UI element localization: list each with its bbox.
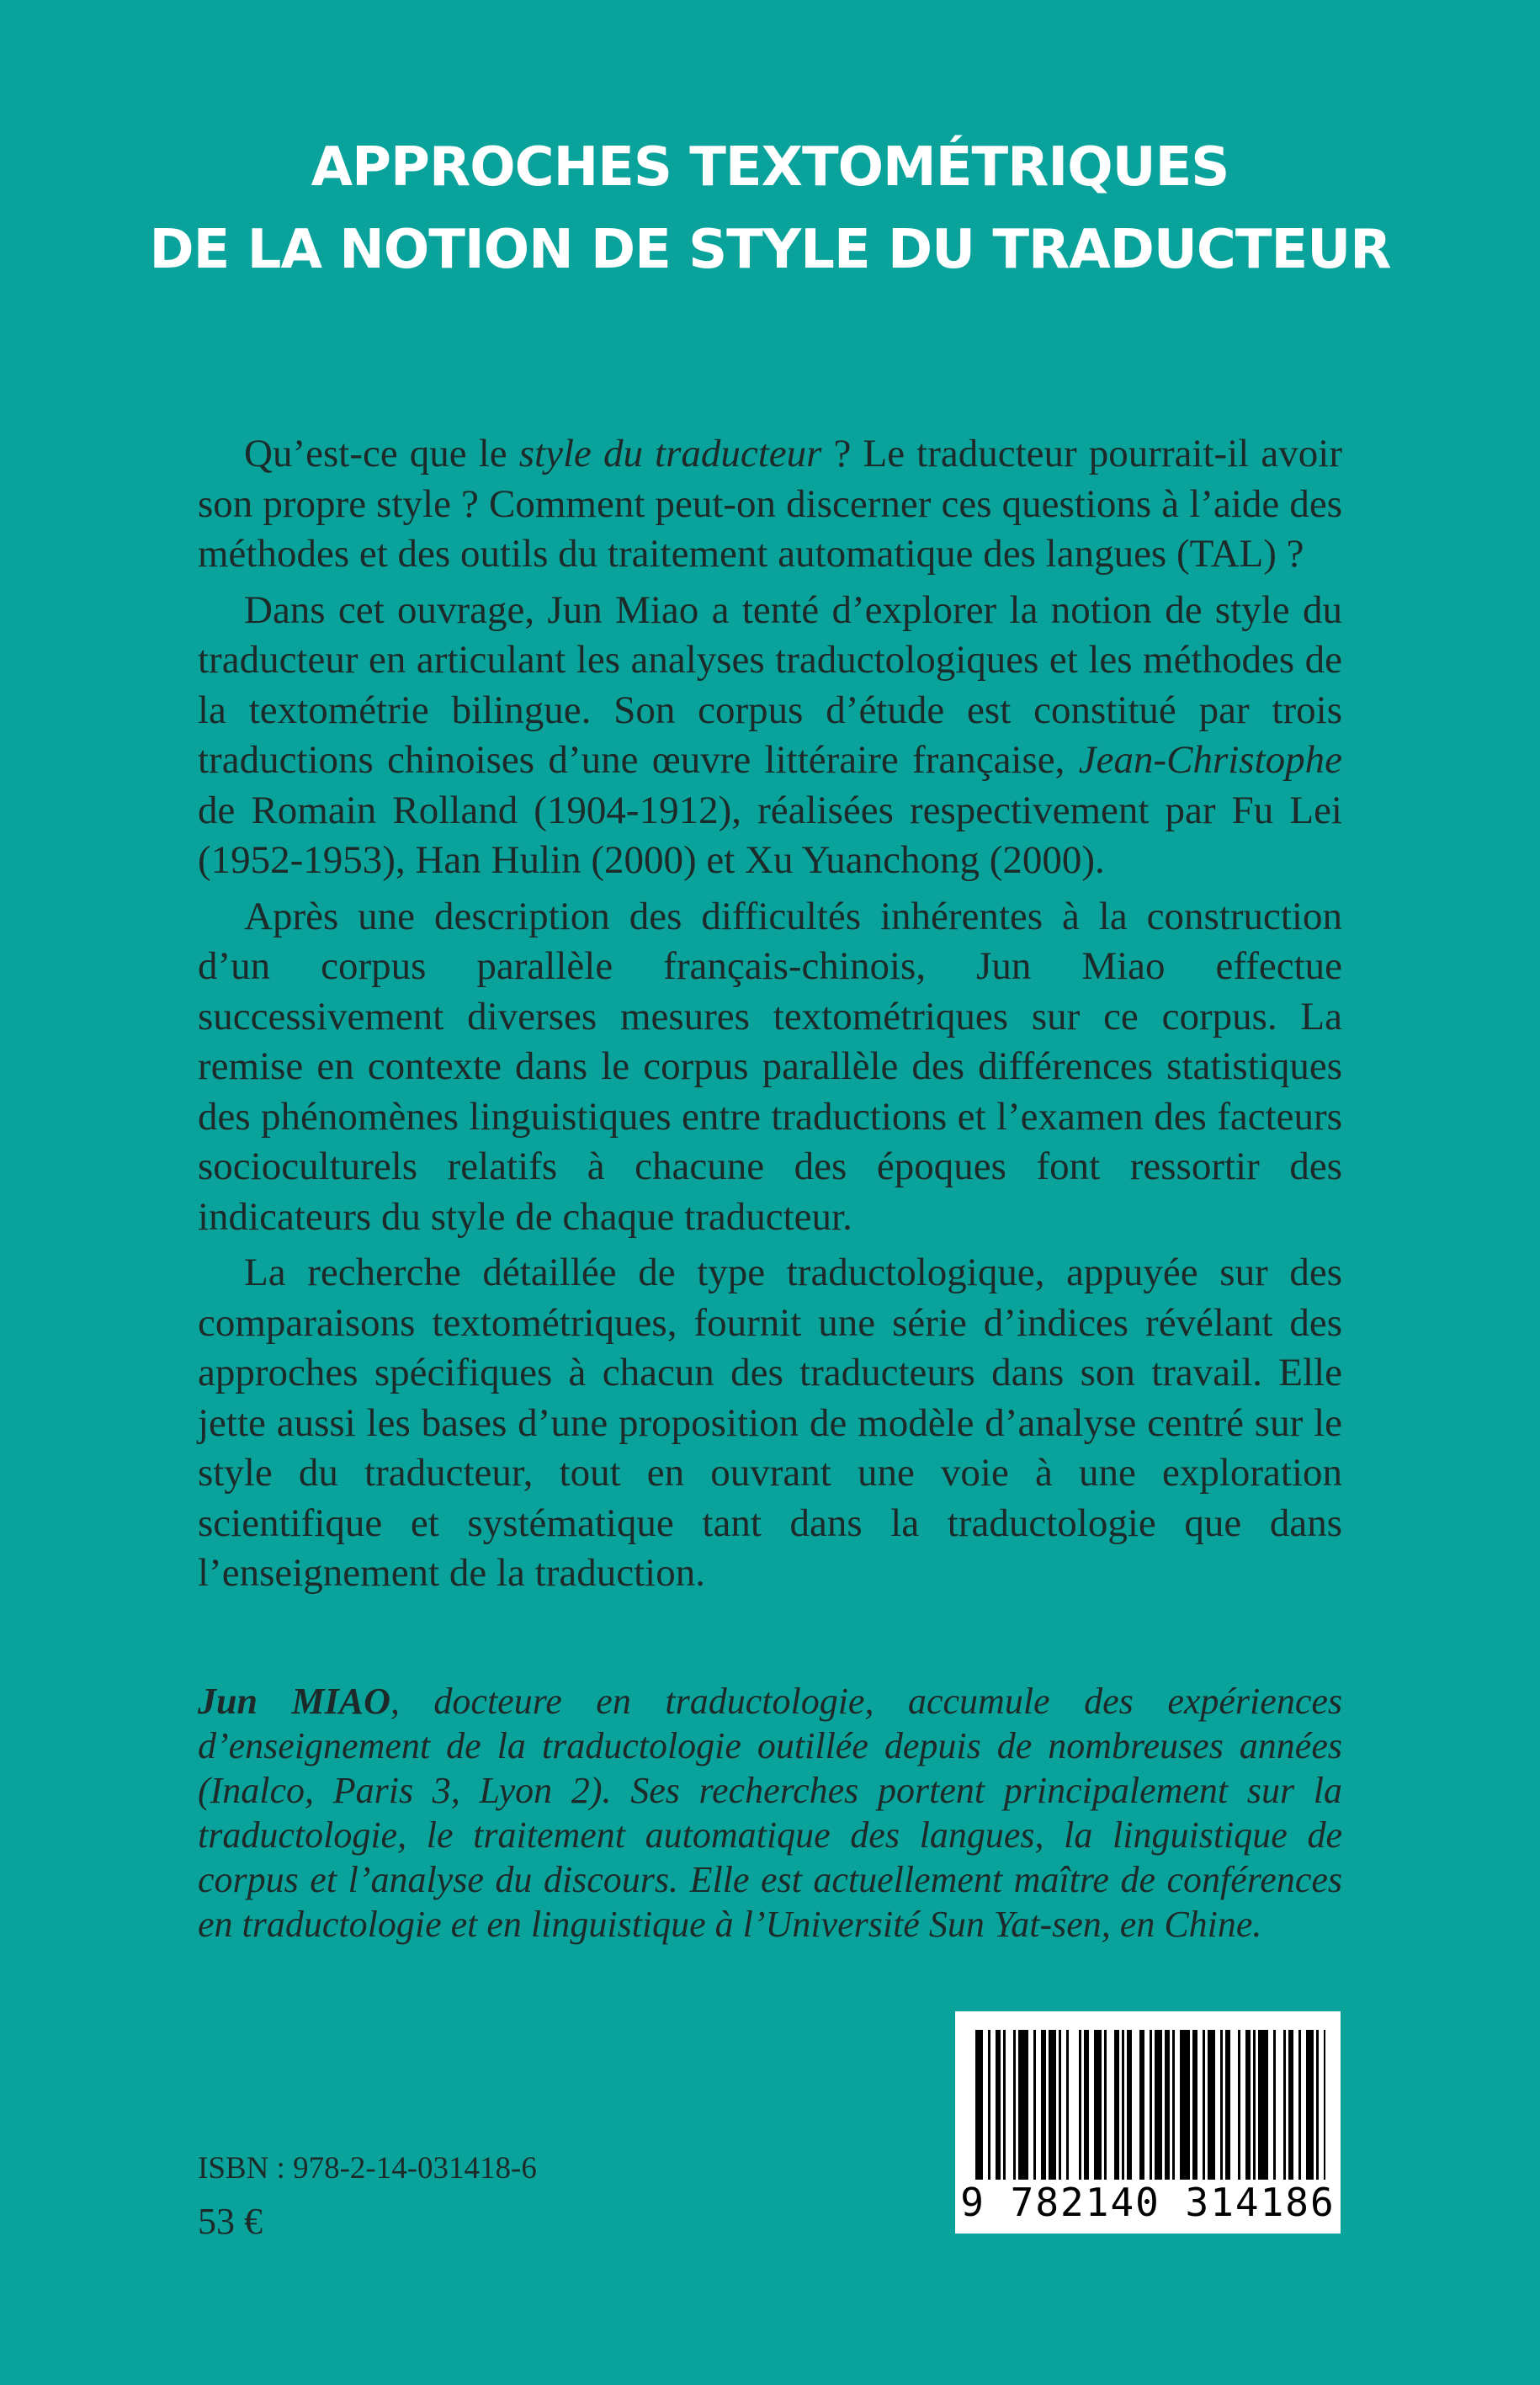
barcode-bar [1208,2030,1215,2180]
barcode-bar [1003,2030,1006,2180]
barcode-bars [955,2011,1341,2184]
barcode-bar [1084,2030,1089,2180]
barcode-bar [1225,2030,1230,2180]
summary-paragraph-1 [198,429,1342,580]
barcode-bar [1018,2030,1028,2180]
barcode-bar [1122,2030,1124,2180]
barcode-bar [1253,2030,1256,2180]
barcode-bar [1172,2030,1175,2180]
barcode-bar [1306,2030,1314,2180]
barcode-bar [1273,2030,1276,2180]
barcode-bar [1041,2030,1046,2180]
book-title [0,126,1540,291]
book-reference: Jean-Christophe [1078,738,1342,782]
barcode-bar [1238,2030,1240,2180]
barcode [955,2011,1341,2234]
barcode-bar [1298,2030,1301,2180]
barcode-bar [1220,2030,1223,2180]
barcode-bar [1165,2030,1170,2180]
barcode-bar [1114,2030,1119,2180]
barcode-bar [975,2030,983,2180]
barcode-bar [1245,2030,1251,2180]
barcode-digits: 9 782140 314186 [960,2180,1336,2225]
barcode-bar [1079,2030,1081,2180]
summary-text: Dans cet ouvrage, Jun Miao a tenté d’explorer la notion de style du traducteur en articulant les analyses traductologiques et les méthodes de la textométrie bilingue. Son corpus d’étude est constitué par trois traductions chinoises d’une œuvre littéraire française, [198,587,1342,782]
barcode-bar [1203,2030,1205,2180]
barcode-bar [1104,2030,1107,2180]
barcode-bar [1033,2030,1036,2180]
summary-text: de Romain Rolland (1904-1912), réalisées respectivement par Fu Lei (1952-1953), Han Hulin (2000) et Xu Yuanchong (2000). [198,788,1342,882]
barcode-bar [1316,2030,1319,2180]
barcode-bar [1283,2030,1286,2180]
summary-paragraph-2 [198,586,1342,886]
summary-text: Qu’est-ce que le [244,432,519,475]
summary-paragraph-4: La recherche détaillée de type traductologique, appuyée sur des comparaisons textométriques, fournit une série d’indices révélant des approches spécifiques à chacun des traducteurs dans son travail. Elle jette aussi les bases d’une proposition de modèle d’analyse centré sur le style du traducteur, tout en ouvrant une voie à une exploration scientifique et systématique tant dans la traductologie que dans l’enseignement de la traduction. [198,1251,1342,1595]
barcode-bar [1324,2030,1325,2180]
author-bio [198,1679,1342,1947]
author-bio-text: , docteure en traductologie, accumule des expériences d’enseignement de la traductologie outillée depuis de nombreuses années (Inalco, Paris 3, Lyon 2). Ses recherches portent principalement sur la traductologie, le traitement automatique des langues, la linguistique de corpus et l’analyse du discours. Elle est actuellement maître de conférences en traductologie et en linguistique à l’Université Sun Yat-sen, en Chine. [198,1681,1342,1945]
barcode-bar [1180,2030,1190,2180]
barcode-bar [1066,2030,1069,2180]
barcode-bar [1049,2030,1056,2180]
summary-text: ? Le traducteur pourrait-il avoir son propre style ? Comment peut-on discerner ces questions à l’aide des méthodes et des outils du traitement automatique des langues (TAL) ? [198,432,1342,576]
price: 53 € [198,2201,263,2242]
title-line-2: DE LA NOTION DE STYLE DU TRADUCTEUR [149,219,1391,281]
isbn-label: ISBN : 978-2-14-031418-6 [198,2151,537,2186]
barcode-bar [1258,2030,1268,2180]
summary-emphasis: style du traducteur [518,432,822,475]
barcode-bar [1155,2030,1162,2180]
summary-paragraph-3: Après une description des difficultés inhérentes à la construction d’un corpus parallèle français-chinois, Jun Miao effectue successivement diverses mesures textométriques sur ce corpus. La remise en contexte dans le corpus parallèle des différences statistiques des phénomènes linguistiques entre traductions et l’examen des facteurs socioculturels relatifs à chacune des époques font ressortir des indicateurs du style de chaque traducteur. [198,894,1342,1239]
barcode-bar [996,2030,1001,2180]
barcode-bar [1059,2030,1061,2180]
barcode-bar [1192,2030,1197,2180]
author-name: Jun MIAO [198,1681,390,1722]
barcode-bar [988,2030,990,2180]
book-summary [198,429,1342,1605]
barcode-bar [1288,2030,1293,2180]
title-line-1: APPROCHES TEXTOMÉTRIQUES [311,136,1229,199]
barcode-bar [1139,2030,1144,2180]
barcode-bar [1094,2030,1102,2180]
barcode-bar [1013,2030,1016,2180]
barcode-bar [1150,2030,1152,2180]
barcode-bar [1127,2030,1132,2180]
